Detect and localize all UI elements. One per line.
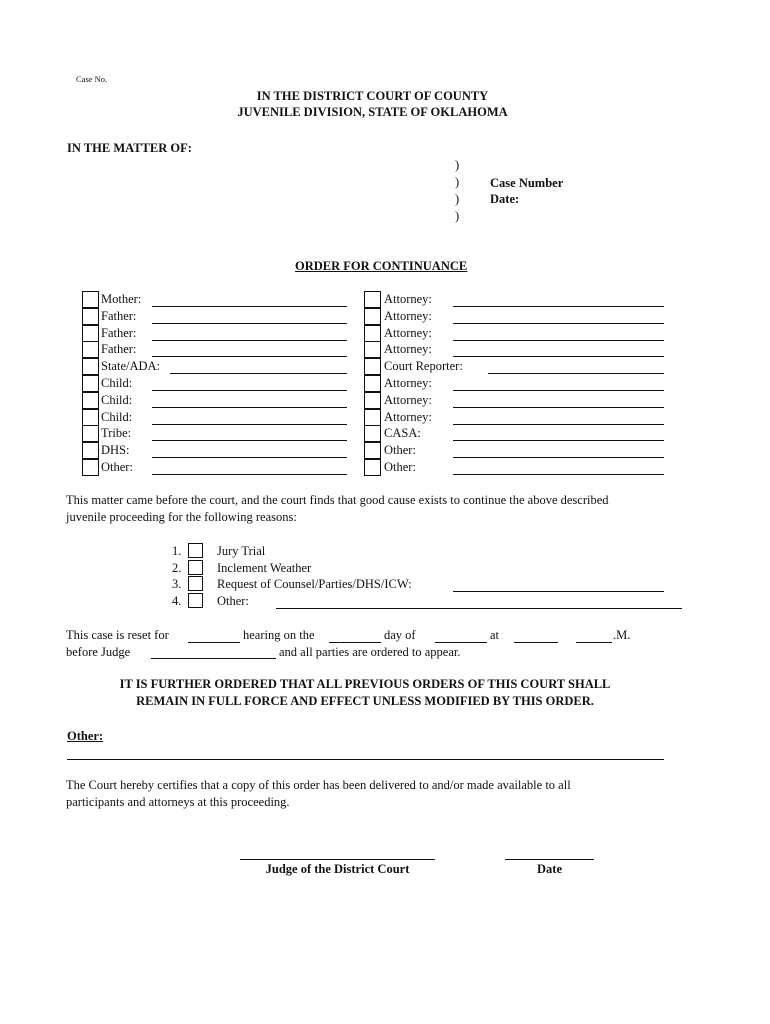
party-left-field[interactable] xyxy=(152,474,347,475)
further-ordered-line1: IT IS FURTHER ORDERED THAT ALL PREVIOUS ORDERS OF THIS COURT SHALL xyxy=(119,677,611,691)
day-field[interactable] xyxy=(329,642,381,643)
party-left-field[interactable] xyxy=(152,407,347,408)
bracket: ) xyxy=(455,209,460,223)
court-title-line2: JUVENILE DIVISION, STATE OF OKLAHOMA xyxy=(237,105,508,119)
party-right-checkbox[interactable] xyxy=(364,459,381,476)
case-no-label: Case No. xyxy=(76,74,108,84)
party-left-checkbox[interactable] xyxy=(82,409,99,426)
party-right-label: Other: xyxy=(384,460,416,474)
hearing-on-label: hearing on the xyxy=(243,628,315,642)
party-left-label: Other: xyxy=(101,460,133,474)
judge-signature-label: Judge of the District Court xyxy=(265,862,410,876)
party-right-label: Attorney: xyxy=(384,292,432,306)
before-judge-label: before Judge xyxy=(66,645,131,659)
party-left-label: State/ADA: xyxy=(101,359,161,374)
reason-number: 2. xyxy=(172,561,182,575)
party-right-label: Attorney: xyxy=(384,376,432,390)
certify-line1: The Court hereby certifies that a copy of this order has been delivered to and/or made available to all xyxy=(66,778,571,792)
party-left-field[interactable] xyxy=(152,424,347,425)
certify-line2: participants and attorneys at this proceeding. xyxy=(66,795,290,809)
reason-request-counsel-checkbox[interactable] xyxy=(188,576,203,591)
party-left-label: Child: xyxy=(101,409,133,424)
party-right-checkbox[interactable] xyxy=(364,291,381,308)
reason-number: 1. xyxy=(172,544,182,558)
at-label: at xyxy=(490,628,500,642)
bracket: ) xyxy=(455,192,460,206)
party-right-field[interactable] xyxy=(453,474,664,475)
party-left-checkbox[interactable] xyxy=(82,325,99,342)
reason-number: 4. xyxy=(172,594,182,608)
party-right-field[interactable] xyxy=(453,457,664,458)
party-left-label: Child: xyxy=(101,392,133,407)
party-left-checkbox[interactable] xyxy=(82,442,99,459)
party-left-checkbox[interactable] xyxy=(82,308,99,325)
date-signature-label: Date xyxy=(537,862,562,876)
party-left-field[interactable] xyxy=(152,323,347,324)
month-field[interactable] xyxy=(435,642,487,643)
case-number-label: Case Number xyxy=(490,176,564,190)
reason-inclement-weather-checkbox[interactable] xyxy=(188,560,203,575)
party-right-checkbox[interactable] xyxy=(364,392,381,409)
party-left-field[interactable] xyxy=(170,373,347,374)
in-the-matter-label: IN THE MATTER OF: xyxy=(67,141,192,155)
party-right-field[interactable] xyxy=(453,306,664,307)
reset-for-label: This case is reset for xyxy=(66,628,169,642)
party-left-checkbox[interactable] xyxy=(82,375,99,392)
party-left-checkbox[interactable] xyxy=(82,392,99,409)
party-left-checkbox[interactable] xyxy=(82,425,99,442)
reason-label: Request of Counsel/Parties/DHS/ICW: xyxy=(217,577,412,591)
party-right-field[interactable] xyxy=(453,356,664,357)
ampm-field[interactable] xyxy=(576,642,612,643)
party-right-field[interactable] xyxy=(488,373,664,374)
party-left-field[interactable] xyxy=(152,390,347,391)
reason-number: 3. xyxy=(172,577,182,591)
party-right-field[interactable] xyxy=(453,424,664,425)
court-title-line1: IN THE DISTRICT COURT OF COUNTY xyxy=(256,89,489,103)
party-left-checkbox[interactable] xyxy=(82,358,99,375)
party-right-checkbox[interactable] xyxy=(364,409,381,426)
reason-request-counsel-field[interactable] xyxy=(453,591,664,592)
party-left-label: Child: xyxy=(101,376,133,390)
time-field[interactable] xyxy=(514,642,558,643)
party-left-field[interactable] xyxy=(152,440,347,441)
party-left-field[interactable] xyxy=(152,356,347,357)
party-right-checkbox[interactable] xyxy=(364,375,381,392)
party-right-checkbox[interactable] xyxy=(364,325,381,342)
findings-line2: juvenile proceeding for the following reasons: xyxy=(66,510,297,524)
party-right-checkbox[interactable] xyxy=(364,341,381,358)
party-left-label: Father: xyxy=(101,342,137,357)
reason-jury-trial-checkbox[interactable] xyxy=(188,543,203,558)
party-right-label: Attorney: xyxy=(384,409,432,424)
other-label: Other: xyxy=(67,729,104,743)
party-left-label: DHS: xyxy=(101,443,130,458)
party-left-label: Tribe: xyxy=(101,426,132,441)
party-left-label: Mother: xyxy=(101,292,142,306)
party-right-label: Other: xyxy=(384,443,416,458)
party-right-label: Attorney: xyxy=(384,325,432,340)
date-signature-line[interactable] xyxy=(505,859,594,860)
judge-signature-line[interactable] xyxy=(240,859,435,860)
party-left-label: Father: xyxy=(101,308,137,323)
party-left-field[interactable] xyxy=(152,306,347,307)
party-right-field[interactable] xyxy=(453,390,664,391)
party-right-checkbox[interactable] xyxy=(364,425,381,442)
reset-for-field[interactable] xyxy=(188,642,240,643)
party-right-checkbox[interactable] xyxy=(364,358,381,375)
further-ordered-line2: REMAIN IN FULL FORCE AND EFFECT UNLESS MODIFIED BY THIS ORDER. xyxy=(136,694,594,708)
reason-label: Other: xyxy=(217,594,249,608)
party-left-field[interactable] xyxy=(152,340,347,341)
party-right-label: Court Reporter: xyxy=(384,359,463,374)
party-right-label: Attorney: xyxy=(384,308,432,323)
party-right-checkbox[interactable] xyxy=(364,308,381,325)
party-right-label: Attorney: xyxy=(384,392,432,407)
other-field[interactable] xyxy=(67,759,664,760)
reason-label: Inclement Weather xyxy=(217,561,312,575)
appear-label: and all parties are ordered to appear. xyxy=(279,645,461,659)
party-right-field[interactable] xyxy=(453,407,664,408)
bracket: ) xyxy=(455,175,460,189)
reason-label: Jury Trial xyxy=(217,544,266,558)
reason-other-field[interactable] xyxy=(276,608,682,609)
party-left-checkbox[interactable] xyxy=(82,459,99,476)
party-right-field[interactable] xyxy=(453,340,664,341)
judge-name-field[interactable] xyxy=(151,658,276,659)
meridiem-label: .M. xyxy=(613,628,631,642)
party-right-checkbox[interactable] xyxy=(364,442,381,459)
reason-other-checkbox[interactable] xyxy=(188,593,203,608)
order-title: ORDER FOR CONTINUANCE xyxy=(295,259,468,273)
date-label: Date: xyxy=(490,192,520,206)
bracket: ) xyxy=(455,158,460,172)
party-right-label: Attorney: xyxy=(384,342,432,357)
party-right-field[interactable] xyxy=(453,440,664,441)
party-left-checkbox[interactable] xyxy=(82,291,99,308)
party-left-checkbox[interactable] xyxy=(82,341,99,358)
findings-line1: This matter came before the court, and the court finds that good cause exists to continue the above described xyxy=(66,493,609,507)
day-of-label: day of xyxy=(384,628,416,642)
party-right-field[interactable] xyxy=(453,323,664,324)
party-right-label: CASA: xyxy=(384,426,421,441)
party-left-label: Father: xyxy=(101,325,137,340)
party-left-field[interactable] xyxy=(152,457,347,458)
